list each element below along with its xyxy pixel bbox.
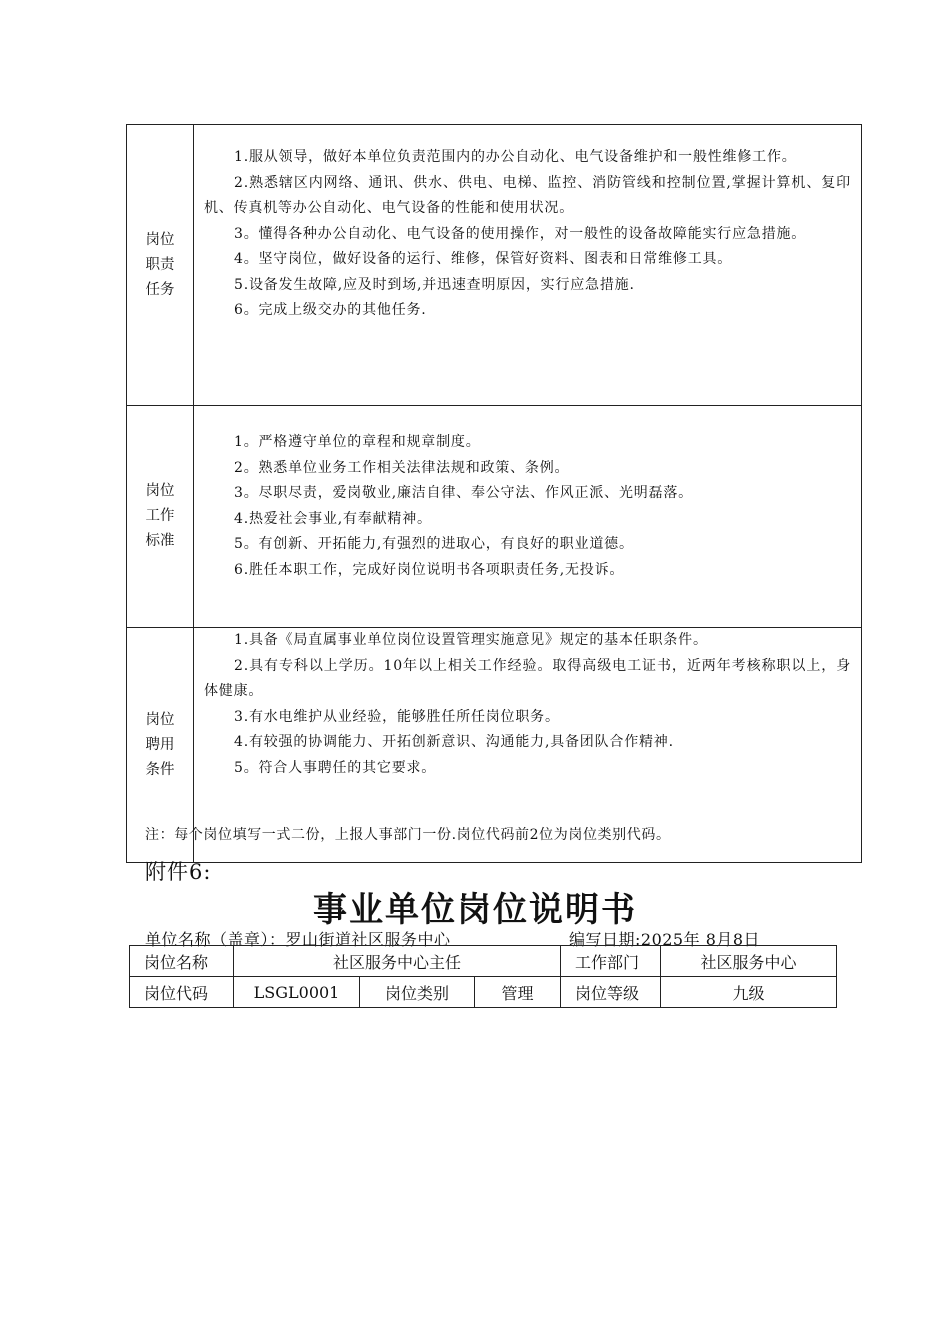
list-item: 6。完成上级交办的其他任务. (234, 302, 427, 318)
unit-name: 单位名称（盖章）：罗山街道社区服务中心 (145, 930, 451, 949)
table-row (130, 977, 837, 1008)
label-line: 标准 (145, 533, 175, 549)
label-line: 条件 (145, 761, 175, 778)
list-item: 5.设备发生故障,应及时到场,并迅速查明原因，实行应急措施. (234, 276, 635, 293)
section-label (127, 125, 194, 406)
label-line: 岗位 (145, 231, 175, 248)
label-line: 任务 (145, 281, 175, 298)
post-type-label: 岗位类别 (360, 977, 475, 1008)
post-code-label: 岗位代码 (130, 977, 234, 1008)
list-item: 4.有较强的协调能力、开拓创新意识、沟通能力,具备团队合作精神. (234, 734, 674, 750)
post-level-value: 九级 (661, 977, 837, 1008)
label-line: 聘用 (145, 736, 175, 753)
post-name-value: 社区服务中心主任 (234, 946, 561, 977)
list-item: 3.有水电维护从业经验，能够胜任所任岗位职务。 (234, 708, 560, 725)
label-line: 工作 (145, 508, 175, 524)
footnote: 注：每个岗位填写一式二份，上报人事部门一份.岗位代码前2位为岗位类别代码。 (145, 827, 671, 843)
list-item: 2。熟悉单位业务工作相关法律法规和政策、条例。 (234, 459, 570, 476)
list-item: 5。有创新、开拓能力,有强烈的进取心，有良好的职业道德。 (234, 536, 634, 552)
dept-label: 工作部门 (561, 946, 661, 977)
list-item: 4.热爱社会事业,有奉献精神。 (234, 510, 432, 527)
label-line: 职责 (145, 256, 175, 273)
post-name-label: 岗位名称 (130, 946, 234, 977)
section-label (127, 406, 194, 628)
post-level-label: 岗位等级 (561, 977, 661, 1008)
attachment-label: 附件6: (145, 860, 212, 884)
compile-date: 编写日期:2025年 8月8日 (569, 930, 761, 949)
list-item: 1.服从领导，做好本单位负责范围内的办公自动化、电气设备维护和一般性维修工作。 (234, 149, 797, 165)
document-title: 事业单位岗位说明书 (313, 890, 637, 930)
dept-value: 社区服务中心 (661, 946, 837, 977)
list-item: 6.胜任本职工作，完成好岗位说明书各项职责任务,无投诉。 (234, 561, 625, 578)
post-info-table (129, 945, 837, 1008)
list-item: 3。懂得各种办公自动化、电气设备的使用操作，对一般性的设备故障能实行应急措施。 (234, 225, 807, 242)
section-content (194, 125, 862, 406)
post-code-value: LSGL0001 (234, 977, 360, 1008)
list-item: 2.熟悉辖区内网络、通讯、供水、供电、电梯、监控、消防管线和控制位置,掌握计算机、复印机、传真机等办公自动化、电气设备的性能和使用状况。 (204, 174, 851, 216)
label-line: 岗位 (145, 711, 175, 728)
list-item: 4。坚守岗位，做好设备的运行、维修，保管好资料、图表和日常维修工具。 (234, 251, 733, 267)
table-row (130, 946, 837, 977)
post-type-value: 管理 (475, 977, 561, 1008)
duty-table (126, 124, 862, 863)
duty-row-responsibilities (127, 125, 862, 406)
section-content (194, 406, 862, 628)
list-item: 5。符合人事聘任的其它要求。 (234, 759, 437, 776)
list-item: 3。尽职尽责，爱岗敬业,廉洁自律、奉公守法、作风正派、光明磊落。 (234, 485, 693, 501)
label-line: 岗位 (145, 483, 175, 499)
list-item: 1。严格遵守单位的章程和规章制度。 (234, 434, 481, 450)
duty-row-standards (127, 406, 862, 628)
list-item: 2.具有专科以上学历。10年以上相关工作经验。取得高级电工证书，近两年考核称职以上，身体健康。 (204, 657, 851, 699)
list-item: 1.具备《局直属事业单位岗位设置管理实施意见》规定的基本任职条件。 (234, 632, 708, 648)
